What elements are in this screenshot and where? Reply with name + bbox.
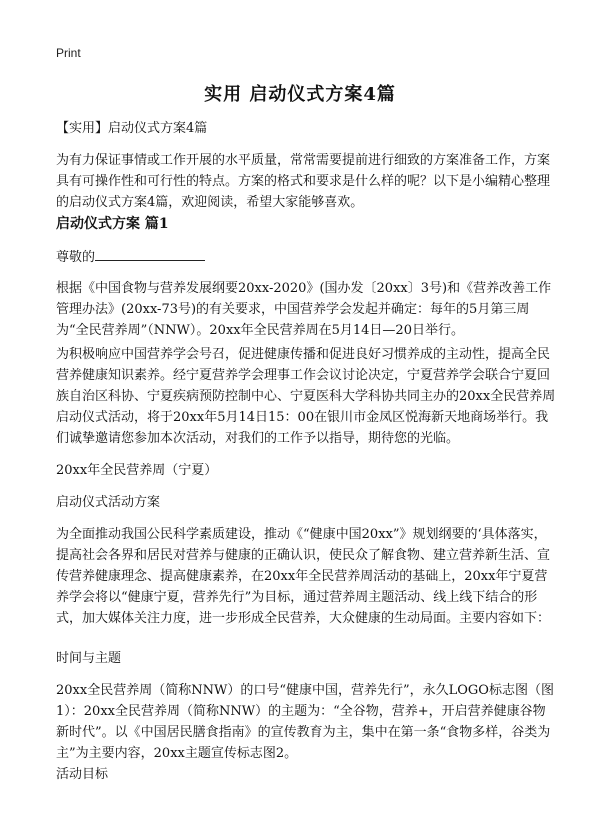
name-blank bbox=[95, 246, 205, 261]
paragraph-1: 根据《中国食物与营养发展纲要20xx-2020》(国办发〔20xx〕3号)和《营养改善工作管理办法》(20xx-73号)的有关要求，中国营养学会发起并确定：每年的5月第三周为“全民营养周”（NNW）。20xx年全民营养周在5月14日—20日举行。 bbox=[56, 281, 552, 338]
plan-title: 启动仪式活动方案 bbox=[56, 495, 161, 510]
paragraph-3: 为全面推动我国公民科学素质建设，推动《“健康中国20xx”》规划纲要的‘具体落实，提高社会各界和居民对营养与健康的正确认识，使民众了解食物、建立营养新生活、宣传营养健康理念、提高健康素养，在20xx年全民营养周活动的基础上，20xx年宁夏营养学会将以“健康宁夏，营养先行”为目标，通过营养周主题活动、线上线下结合的形式，加大媒体关注力度，进一步形成全民营养，大众健康的生动局面。主要内容如下： bbox=[56, 527, 551, 626]
document-title: 实用 启动仪式方案4篇 bbox=[204, 84, 396, 105]
salutation-text: 尊敬的 bbox=[56, 250, 96, 265]
intro-subtitle: 【实用】启动仪式方案4篇 bbox=[56, 121, 208, 136]
salutation-line bbox=[56, 246, 556, 268]
paragraph-4: 20xx全民营养周（简称NNW）的口号“健康中国，营养先行”，永久LOGO标志图（图1）：20xx全民营养周（简称NNW）的主题为：“全谷物，营养+，开启营养健康谷物新时代”。以《中国居民膳食指南》的宣传教育为主，集中在第一条“食物多样，谷类为主”为主要内容，20xx主题宣传标志图2。 bbox=[56, 683, 554, 761]
intro-paragraph: 为有力保证事情或工作开展的水平质量，常常需要提前进行细致的方案准备工作，方案具有可操作性和可行性的特点。方案的格式和要求是什么样的呢？以下是小编精心整理的启动仪式方案4篇，欢迎阅读，希望大家能够喜欢。 bbox=[56, 153, 551, 210]
print-label: Print bbox=[56, 46, 81, 60]
paragraph-2: 为积极响应中国营养学会号召，促进健康传播和促进良好习惯养成的主动性，提高全民营养健康知识素养。经宁夏营养学会理事工作会议讨论决定，宁夏营养学会联合宁夏回族自治区科协、宁夏疾病预防控制中心、宁夏医科大学科协共同主办的20xx全民营养周启动仪式活动，将于20xx年5月14日15：00在银川市金凤区悦海新天地商场举行。我们诚挚邀请您参加本次活动，对我们的工作予以指导，期待您的光临。 bbox=[56, 347, 556, 446]
goal-heading: 活动目标 bbox=[56, 767, 109, 782]
time-theme-heading: 时间与主题 bbox=[56, 651, 122, 666]
event-name: 20xx年全民营养周（宁夏） bbox=[56, 463, 218, 478]
section-heading: 启动仪式方案 篇1 bbox=[56, 216, 169, 232]
